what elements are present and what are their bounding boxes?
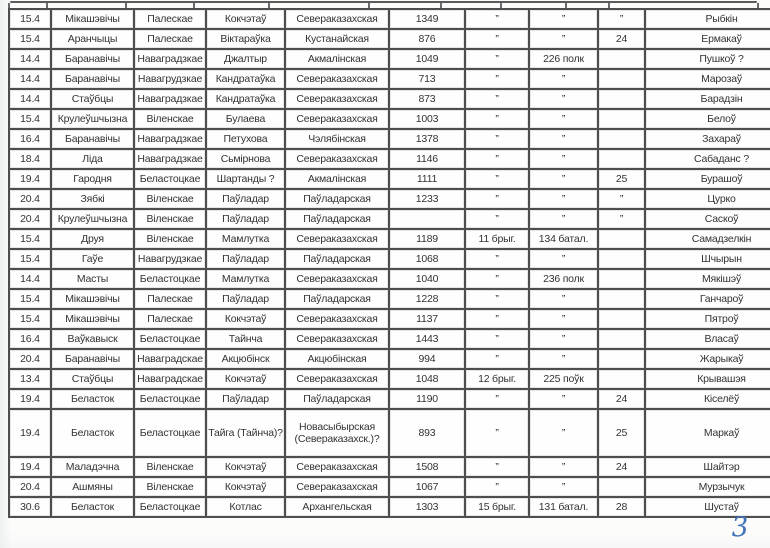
count-cell: 1349 — [389, 9, 465, 29]
count-cell: 1508 — [389, 457, 465, 477]
oblast-cell: Севераказахская — [285, 69, 389, 89]
destination-cell: Паўладар — [206, 389, 285, 409]
number-cell — [598, 329, 645, 349]
origin-cell: Баранавічы — [51, 349, 134, 369]
origin-cell: Зябкі — [51, 189, 134, 209]
destination-cell: Сьмірнова — [206, 149, 285, 169]
number-cell: 24 — [598, 457, 645, 477]
table-row — [9, 369, 770, 389]
count-cell: 1111 — [389, 169, 465, 189]
date-cell: 20.4 — [9, 477, 51, 497]
count-cell: 1190 — [389, 389, 465, 409]
oblast-cell: Паўладарская — [285, 189, 389, 209]
table-row — [9, 389, 770, 409]
surname-cell: Шчырын — [645, 249, 770, 269]
oblast-cell: Севераказахская — [285, 109, 389, 129]
oblast-cell: Кустанайская — [285, 29, 389, 49]
unit-cell: ” — [529, 349, 598, 369]
destination-cell: Кокчэтаў — [206, 309, 285, 329]
surname-cell: Маркаў — [645, 409, 770, 457]
brigade-cell: ” — [465, 477, 529, 497]
voivodeship-cell: Наваградзкае — [134, 149, 206, 169]
surname-cell: Шайтэр — [645, 457, 770, 477]
surname-cell: Шустаў — [645, 497, 770, 517]
table-row — [9, 409, 770, 457]
count-cell: 1378 — [389, 129, 465, 149]
date-cell: 20.4 — [9, 209, 51, 229]
transport-list-table-body — [9, 9, 770, 517]
count-cell: 1067 — [389, 477, 465, 497]
origin-cell: Мікашэвічы — [51, 309, 134, 329]
surname-cell: Белоў — [645, 109, 770, 129]
count-cell: 893 — [389, 409, 465, 457]
unit-cell: ” — [529, 249, 598, 269]
brigade-cell: ” — [465, 129, 529, 149]
table-row — [9, 69, 770, 89]
voivodeship-cell: Віленскае — [134, 457, 206, 477]
oblast-cell: Акцюбінская — [285, 349, 389, 369]
brigade-cell: ” — [465, 349, 529, 369]
number-cell — [598, 109, 645, 129]
brigade-cell: ” — [465, 69, 529, 89]
handwritten-page-number: 3 — [730, 511, 750, 544]
destination-cell: Кокчэтаў — [206, 457, 285, 477]
origin-cell: Ліда — [51, 149, 134, 169]
count-cell: 1048 — [389, 369, 465, 389]
unit-cell: ” — [529, 109, 598, 129]
oblast-cell: Паўладарская — [285, 289, 389, 309]
brigade-cell: ” — [465, 9, 529, 29]
date-cell: 30.6 — [9, 497, 51, 517]
voivodeship-cell: Беластоцкае — [134, 409, 206, 457]
destination-cell: Джалтыр — [206, 49, 285, 69]
destination-cell: Кокчэтаў — [206, 369, 285, 389]
number-cell: ” — [598, 209, 645, 229]
voivodeship-cell: Наваградзкае — [134, 89, 206, 109]
voivodeship-cell: Віленскае — [134, 477, 206, 497]
table-row — [9, 329, 770, 349]
brigade-cell: 12 брыг. — [465, 369, 529, 389]
date-cell: 19.4 — [9, 457, 51, 477]
date-cell: 14.4 — [9, 269, 51, 289]
oblast-cell: Акмалінская — [285, 169, 389, 189]
oblast-cell: Севераказахская — [285, 369, 389, 389]
brigade-cell: ” — [465, 209, 529, 229]
brigade-cell: ” — [465, 49, 529, 69]
number-cell: 25 — [598, 169, 645, 189]
origin-cell: Гаўе — [51, 249, 134, 269]
unit-cell: ” — [529, 409, 598, 457]
voivodeship-cell: Беластоцкае — [134, 169, 206, 189]
destination-cell: Кандратаўка — [206, 89, 285, 109]
number-cell: 25 — [598, 409, 645, 457]
date-cell: 15.4 — [9, 309, 51, 329]
oblast-cell: Севераказахская — [285, 149, 389, 169]
surname-cell: Мякішэў — [645, 269, 770, 289]
destination-cell: Паўладар — [206, 209, 285, 229]
number-cell — [598, 49, 645, 69]
surname-cell: Ермакаў — [645, 29, 770, 49]
transport-list-table — [8, 8, 770, 518]
number-cell — [598, 477, 645, 497]
unit-cell: ” — [529, 477, 598, 497]
oblast-cell: Чэлябінская — [285, 129, 389, 149]
origin-cell: Беласток — [51, 497, 134, 517]
origin-cell: Ваўкавыск — [51, 329, 134, 349]
count-cell: 1003 — [389, 109, 465, 129]
brigade-cell: ” — [465, 189, 529, 209]
unit-cell: ” — [529, 209, 598, 229]
brigade-cell: ” — [465, 457, 529, 477]
destination-cell: Акцюбінск — [206, 349, 285, 369]
oblast-cell: Архангельская — [285, 497, 389, 517]
table-row — [9, 49, 770, 69]
count-cell: 1146 — [389, 149, 465, 169]
surname-cell: Пятроў — [645, 309, 770, 329]
brigade-cell: ” — [465, 249, 529, 269]
brigade-cell: ” — [465, 329, 529, 349]
oblast-cell: Севераказахская — [285, 457, 389, 477]
table-row — [9, 109, 770, 129]
date-cell: 19.4 — [9, 169, 51, 189]
surname-cell: Ганчароў — [645, 289, 770, 309]
oblast-cell: Севераказахская — [285, 329, 389, 349]
voivodeship-cell: Палескае — [134, 9, 206, 29]
table-row — [9, 497, 770, 517]
surname-cell: Саскоў — [645, 209, 770, 229]
number-cell — [598, 149, 645, 169]
destination-cell: Кокчэтаў — [206, 477, 285, 497]
number-cell — [598, 269, 645, 289]
destination-cell: Паўладар — [206, 189, 285, 209]
origin-cell: Крулеўшчызна — [51, 209, 134, 229]
oblast-cell: Паўладарская — [285, 209, 389, 229]
destination-cell: Кандратаўка — [206, 69, 285, 89]
unit-cell: 131 батал. — [529, 497, 598, 517]
brigade-cell: ” — [465, 309, 529, 329]
table-row — [9, 9, 770, 29]
table-row — [9, 349, 770, 369]
voivodeship-cell: Беластоцкае — [134, 329, 206, 349]
voivodeship-cell: Наваградзкае — [134, 49, 206, 69]
oblast-cell: Паўладарская — [285, 249, 389, 269]
table-row — [9, 229, 770, 249]
surname-cell: Сабаданс ? — [645, 149, 770, 169]
origin-cell: Масты — [51, 269, 134, 289]
unit-cell: ” — [529, 129, 598, 149]
count-cell: 1068 — [389, 249, 465, 269]
destination-cell: Петухова — [206, 129, 285, 149]
number-cell — [598, 309, 645, 329]
unit-cell: ” — [529, 329, 598, 349]
table-row — [9, 169, 770, 189]
brigade-cell: ” — [465, 289, 529, 309]
table-row — [9, 477, 770, 497]
count-cell: 1040 — [389, 269, 465, 289]
number-cell: ” — [598, 189, 645, 209]
brigade-cell: ” — [465, 89, 529, 109]
number-cell: 28 — [598, 497, 645, 517]
count-cell: 994 — [389, 349, 465, 369]
date-cell: 16.4 — [9, 329, 51, 349]
destination-cell: Віктараўка — [206, 29, 285, 49]
date-cell: 19.4 — [9, 389, 51, 409]
date-cell: 15.4 — [9, 29, 51, 49]
destination-cell: Тайга (Тайнча)? — [206, 409, 285, 457]
unit-cell: ” — [529, 457, 598, 477]
voivodeship-cell: Віленскае — [134, 189, 206, 209]
oblast-cell: Акмалінская — [285, 49, 389, 69]
brigade-cell: ” — [465, 109, 529, 129]
unit-cell: 226 полк — [529, 49, 598, 69]
table-row — [9, 89, 770, 109]
unit-cell: ” — [529, 89, 598, 109]
origin-cell: Гародня — [51, 169, 134, 189]
voivodeship-cell: Наваградскае — [134, 349, 206, 369]
surname-cell: Жарыкаў — [645, 349, 770, 369]
surname-cell: Захараў — [645, 129, 770, 149]
unit-cell: ” — [529, 29, 598, 49]
count-cell: 1443 — [389, 329, 465, 349]
table-row — [9, 29, 770, 49]
date-cell: 15.4 — [9, 289, 51, 309]
table-row — [9, 149, 770, 169]
destination-cell: Паўладар — [206, 289, 285, 309]
date-cell: 20.4 — [9, 349, 51, 369]
date-cell: 14.4 — [9, 49, 51, 69]
origin-cell: Баранавічы — [51, 49, 134, 69]
origin-cell: Мікашэвічы — [51, 9, 134, 29]
table-row — [9, 289, 770, 309]
destination-cell: Котлас — [206, 497, 285, 517]
surname-cell: Барадзін — [645, 89, 770, 109]
count-cell: 713 — [389, 69, 465, 89]
count-cell — [389, 209, 465, 229]
surname-cell: Мурзычук — [645, 477, 770, 497]
date-cell: 15.4 — [9, 249, 51, 269]
date-cell: 14.4 — [9, 69, 51, 89]
unit-cell: ” — [529, 169, 598, 189]
oblast-cell: Паўладарская — [285, 389, 389, 409]
count-cell: 873 — [389, 89, 465, 109]
origin-cell: Мікашэвічы — [51, 289, 134, 309]
previous-row-remnant-line — [10, 1, 757, 3]
oblast-cell: Севераказахская — [285, 229, 389, 249]
unit-cell: ” — [529, 149, 598, 169]
surname-cell: Крывашэя — [645, 369, 770, 389]
number-cell: 24 — [598, 29, 645, 49]
origin-cell: Маладэчна — [51, 457, 134, 477]
brigade-cell: ” — [465, 29, 529, 49]
unit-cell: 236 полк — [529, 269, 598, 289]
date-cell: 15.4 — [9, 229, 51, 249]
brigade-cell: 15 брыг. — [465, 497, 529, 517]
count-cell: 1228 — [389, 289, 465, 309]
destination-cell: Мамлутка — [206, 229, 285, 249]
origin-cell: Баранавічы — [51, 69, 134, 89]
origin-cell: Беласток — [51, 409, 134, 457]
count-cell: 1049 — [389, 49, 465, 69]
count-cell: 1303 — [389, 497, 465, 517]
surname-cell: Марозаў — [645, 69, 770, 89]
count-cell: 1189 — [389, 229, 465, 249]
unit-cell: ” — [529, 9, 598, 29]
origin-cell: Аранчыцы — [51, 29, 134, 49]
origin-cell: Стаўбцы — [51, 369, 134, 389]
date-cell: 15.4 — [9, 109, 51, 129]
table-row — [9, 129, 770, 149]
count-cell: 1137 — [389, 309, 465, 329]
brigade-cell: ” — [465, 409, 529, 457]
unit-cell: ” — [529, 389, 598, 409]
number-cell — [598, 69, 645, 89]
voivodeship-cell: Наваградзкае — [134, 129, 206, 149]
voivodeship-cell: Палескае — [134, 309, 206, 329]
unit-cell: ” — [529, 309, 598, 329]
unit-cell: 134 батал. — [529, 229, 598, 249]
surname-cell: Рыбкін — [645, 9, 770, 29]
unit-cell: ” — [529, 289, 598, 309]
date-cell: 19.4 — [9, 409, 51, 457]
voivodeship-cell: Віленскае — [134, 229, 206, 249]
surname-cell: Власаў — [645, 329, 770, 349]
table-row — [9, 269, 770, 289]
destination-cell: Мамлутка — [206, 269, 285, 289]
brigade-cell: ” — [465, 269, 529, 289]
count-cell: 876 — [389, 29, 465, 49]
destination-cell: Булаева — [206, 109, 285, 129]
oblast-cell: Севераказахская — [285, 9, 389, 29]
table-row — [9, 189, 770, 209]
voivodeship-cell: Беластоцкае — [134, 269, 206, 289]
surname-cell: Цурко — [645, 189, 770, 209]
brigade-cell: ” — [465, 149, 529, 169]
table-row — [9, 457, 770, 477]
destination-cell: Шартанды ? — [206, 169, 285, 189]
oblast-cell: Севераказахская — [285, 269, 389, 289]
number-cell — [598, 369, 645, 389]
number-cell: ” — [598, 9, 645, 29]
oblast-cell: Севераказахская — [285, 89, 389, 109]
date-cell: 20.4 — [9, 189, 51, 209]
voivodeship-cell: Беластоцкае — [134, 389, 206, 409]
surname-cell: Пушкоў ? — [645, 49, 770, 69]
voivodeship-cell: Палескае — [134, 289, 206, 309]
count-cell: 1233 — [389, 189, 465, 209]
date-cell: 14.4 — [9, 89, 51, 109]
destination-cell: Тайнча — [206, 329, 285, 349]
origin-cell: Баранавічы — [51, 129, 134, 149]
brigade-cell: ” — [465, 169, 529, 189]
date-cell: 15.4 — [9, 9, 51, 29]
number-cell — [598, 129, 645, 149]
date-cell: 13.4 — [9, 369, 51, 389]
number-cell: 24 — [598, 389, 645, 409]
number-cell — [598, 289, 645, 309]
table-row — [9, 309, 770, 329]
table-row — [9, 209, 770, 229]
oblast-cell: Новасыбырская (Севераказахск.)? — [285, 409, 389, 457]
number-cell — [598, 249, 645, 269]
number-cell — [598, 229, 645, 249]
origin-cell: Стаўбцы — [51, 89, 134, 109]
voivodeship-cell: Навагрудзкае — [134, 69, 206, 89]
brigade-cell: ” — [465, 389, 529, 409]
number-cell — [598, 89, 645, 109]
surname-cell: Кіселёў — [645, 389, 770, 409]
voivodeship-cell: Віленскае — [134, 109, 206, 129]
origin-cell: Беласток — [51, 389, 134, 409]
surname-cell: Бурашоў — [645, 169, 770, 189]
destination-cell: Кокчэтаў — [206, 9, 285, 29]
table-row — [9, 249, 770, 269]
surname-cell: Самадзелкін — [645, 229, 770, 249]
voivodeship-cell: Беластоцкае — [134, 497, 206, 517]
voivodeship-cell: Палескае — [134, 29, 206, 49]
date-cell: 16.4 — [9, 129, 51, 149]
unit-cell: ” — [529, 189, 598, 209]
brigade-cell: 11 брыг. — [465, 229, 529, 249]
origin-cell: Крулеўшчызна — [51, 109, 134, 129]
origin-cell: Ашмяны — [51, 477, 134, 497]
voivodeship-cell: Навагрудзкае — [134, 249, 206, 269]
oblast-cell: Севераказахская — [285, 309, 389, 329]
destination-cell: Паўладар — [206, 249, 285, 269]
unit-cell: ” — [529, 69, 598, 89]
date-cell: 18.4 — [9, 149, 51, 169]
unit-cell: 225 поўк — [529, 369, 598, 389]
number-cell — [598, 349, 645, 369]
oblast-cell: Севераказахская — [285, 477, 389, 497]
voivodeship-cell: Віленскае — [134, 209, 206, 229]
voivodeship-cell: Наваградскае — [134, 369, 206, 389]
origin-cell: Друя — [51, 229, 134, 249]
